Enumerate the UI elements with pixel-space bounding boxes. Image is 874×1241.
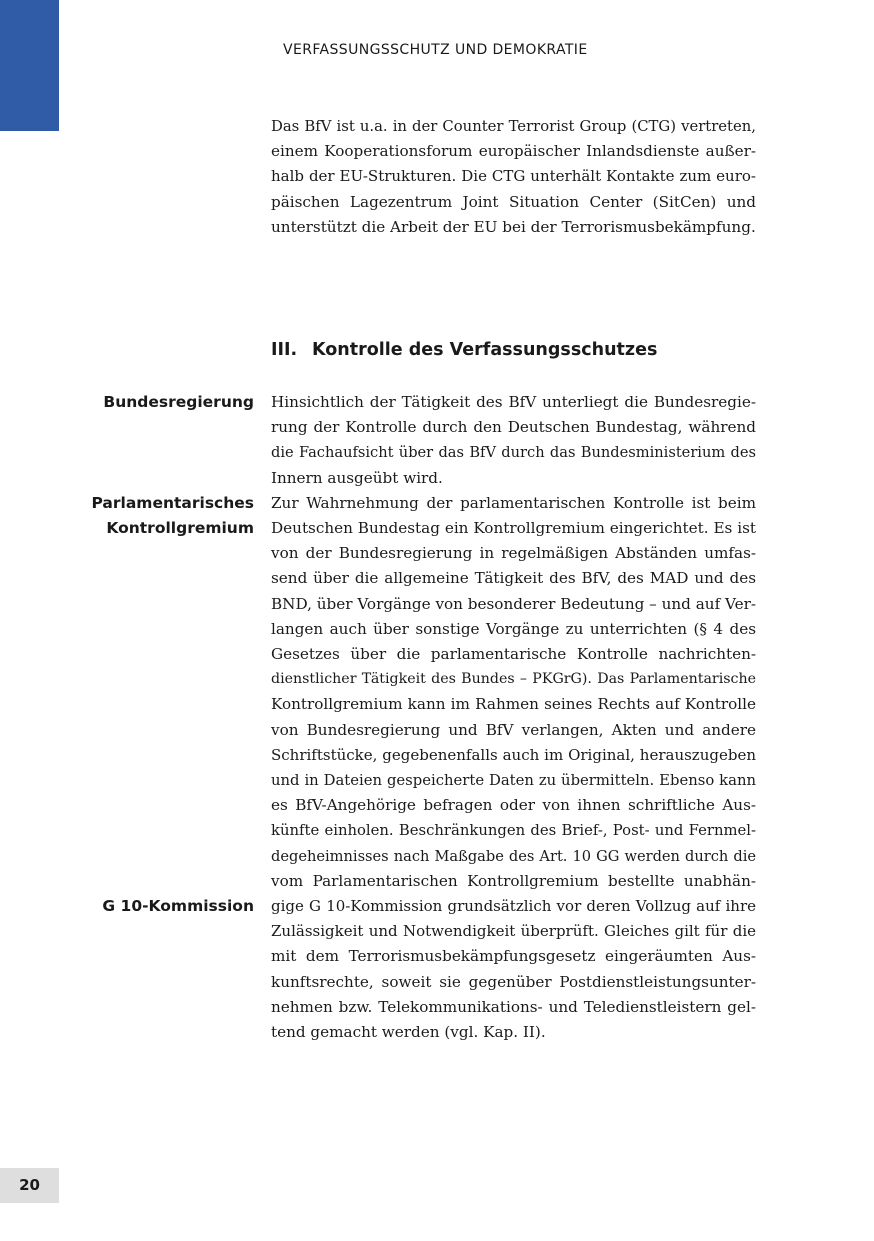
text-line: unterstützt die Arbeit der EU bei der Terrorismusbekämpfung. — [271, 217, 756, 236]
page-number: 20 — [19, 1176, 40, 1194]
chapter-color-tab — [0, 0, 59, 131]
text-line: Hinsichtlich der Tätigkeit des BfV unterliegt die Bundesregie- — [271, 393, 756, 411]
text-line: Kontrollgremium kann im Rahmen seines Rechts auf Kontrolle — [271, 695, 756, 714]
text-line: und in Dateien gespeicherte Daten zu übermitteln. Ebenso kann — [271, 772, 756, 790]
text-line: halb der EU-Strukturen. Die CTG unterhält Kontakte zum euro- — [271, 167, 756, 186]
text-line: kunftsrechte, soweit sie gegenüber Postdienstleistungsunter- — [271, 972, 756, 991]
section-number: III. — [271, 340, 298, 360]
text-line: dienstlicher Tätigkeit des Bundes – PKGrG). Das Parlamentarische — [271, 671, 756, 688]
text-line: Zur Wahrnehmung der parlamentarischen Kontrolle ist beim — [271, 493, 756, 512]
text-line: degeheimnisses nach Maßgabe des Art. 10 GG werden durch die — [271, 847, 756, 865]
text-line: einem Kooperationsforum europäischer Inlandsdienste außer- — [271, 142, 756, 161]
main-text — [271, 390, 756, 1045]
text-line: vom Parlamentarischen Kontrollgremium bestellte unabhän- — [271, 871, 756, 890]
margin-label-kontrollgremium: Kontrollgremium — [106, 519, 254, 537]
running-header: VERFASSUNGSSCHUTZ UND DEMOKRATIE — [283, 42, 588, 58]
text-line: Gesetzes über die parlamentarische Kontrolle nachrichten- — [271, 645, 756, 664]
text-line: send über die allgemeine Tätigkeit des BfV, des MAD und des — [271, 569, 756, 588]
text-line: künfte einholen. Beschränkungen des Brief-, Post- und Fernmel- — [271, 822, 756, 840]
text-line: von Bundesregierung und BfV verlangen, Akten und andere — [271, 720, 756, 739]
text-line: nehmen bzw. Telekommunikations- und Teledienstleistern gel- — [271, 997, 756, 1016]
text-line: Innern ausgeübt wird. — [271, 468, 443, 487]
text-line: Schriftstücke, gegebenenfalls auch im Original, herauszugeben — [271, 745, 756, 764]
text-line: mit dem Terrorismusbekämpfungsgesetz eingeräumten Aus- — [271, 947, 756, 966]
text-line: Deutschen Bundestag ein Kontrollgremium eingerichtet. Es ist — [271, 519, 756, 538]
margin-label-parlamentarisches: Parlamentarisches — [91, 494, 254, 512]
intro-paragraph — [271, 114, 756, 240]
section-title: Kontrolle des Verfassungsschutzes — [312, 340, 658, 360]
text-line: Das BfV ist u.a. in der Counter Terrorist Group (CTG) vertreten, — [271, 118, 756, 135]
section-heading — [271, 340, 657, 360]
text-line: BND, über Vorgänge von besonderer Bedeutung – und auf Ver- — [271, 594, 756, 613]
text-line: von der Bundesregierung in regelmäßigen Abständen umfas- — [271, 544, 756, 563]
text-line: gige G 10-Kommission grundsätzlich vor deren Vollzug auf ihre — [271, 897, 756, 916]
margin-label-bundesregierung: Bundesregierung — [103, 393, 254, 411]
text-line: es BfV-Angehörige befragen oder von ihnen schriftliche Aus- — [271, 796, 756, 815]
text-line: rung der Kontrolle durch den Deutschen Bundestag, während — [271, 418, 756, 437]
text-line: die Fachaufsicht über das BfV durch das Bundesministerium des — [271, 444, 756, 462]
margin-label-g10-kommission: G 10-Kommission — [102, 897, 254, 915]
text-line: tend gemacht werden (vgl. Kap. II). — [271, 1023, 546, 1042]
text-line: langen auch über sonstige Vorgänge zu unterrichten (§ 4 des — [271, 619, 756, 638]
text-line: Zulässigkeit und Notwendigkeit überprüft. Gleiches gilt für die — [271, 922, 756, 941]
text-line: päischen Lagezentrum Joint Situation Center (SitCen) und — [271, 192, 756, 211]
